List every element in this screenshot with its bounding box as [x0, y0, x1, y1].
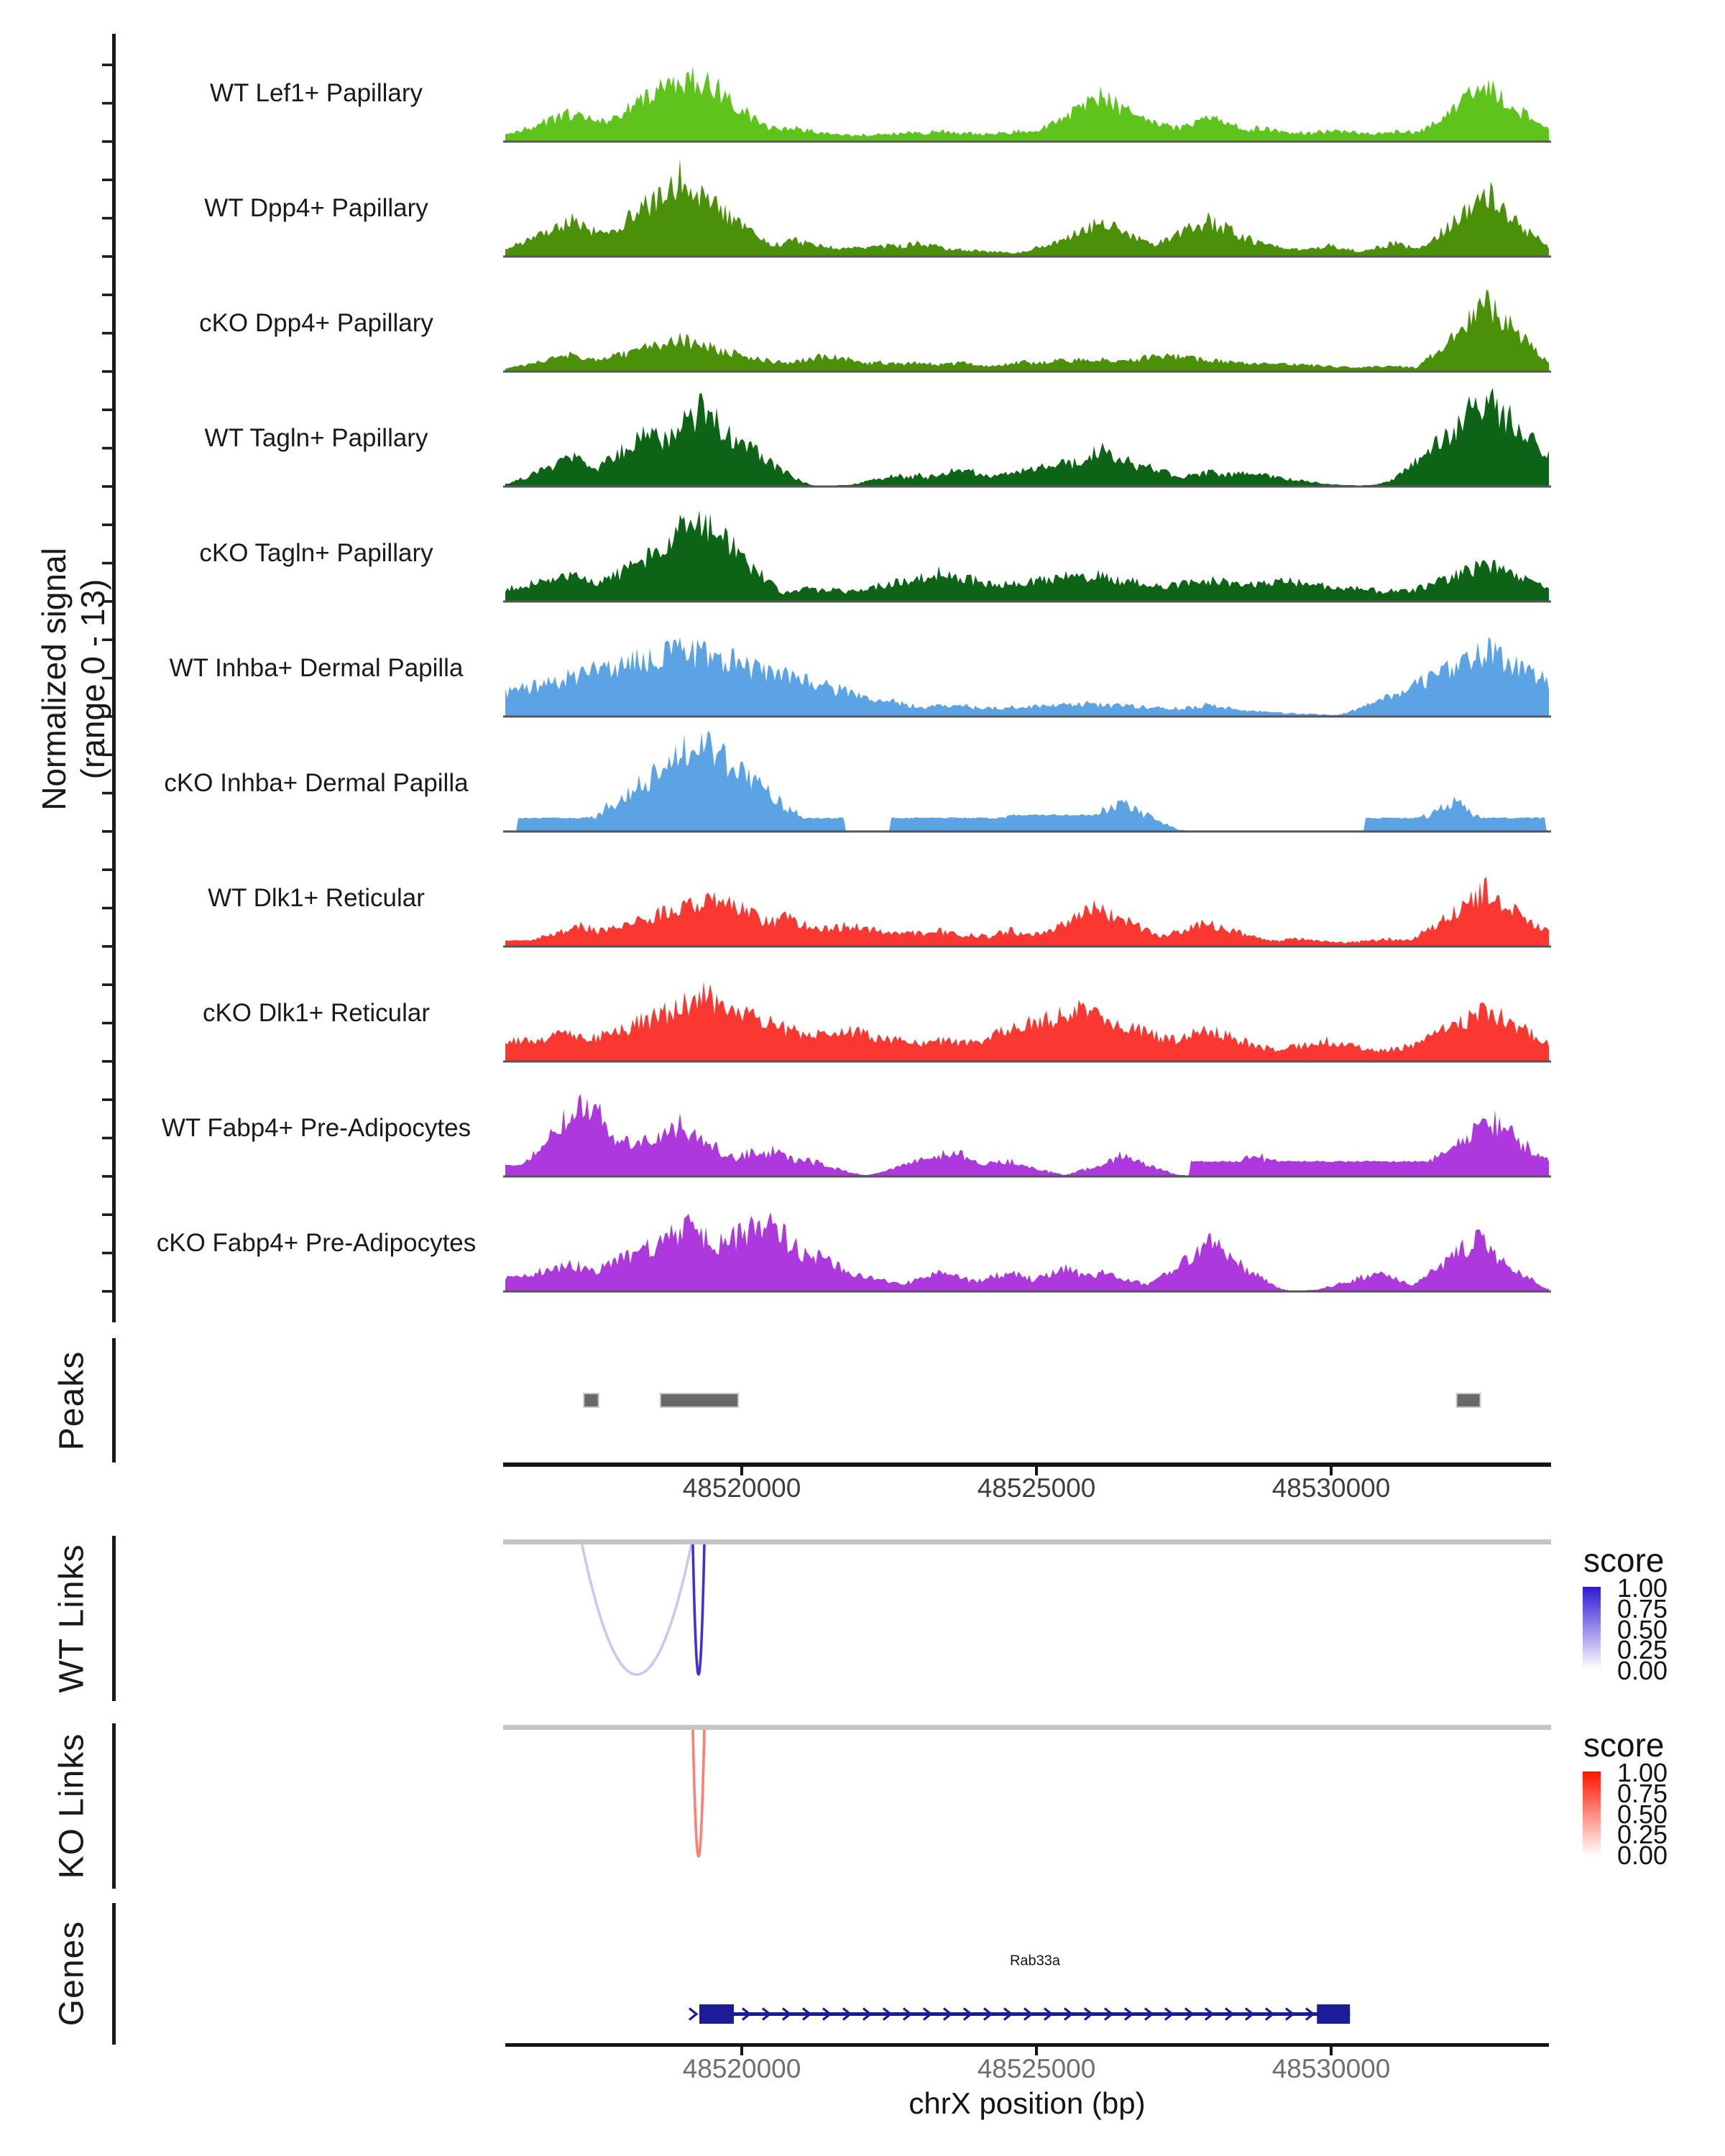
track-label-4: WT Tagln+ Papillary — [204, 424, 428, 452]
y-axis-tick — [102, 1137, 112, 1140]
y-axis-tick — [102, 1252, 112, 1255]
track-label-5: cKO Tagln+ Papillary — [199, 539, 433, 567]
y-axis-tick — [102, 447, 112, 450]
legend-tick-label: 0.50 — [1617, 1614, 1668, 1644]
wt-links-section-label: WT Links — [52, 1544, 91, 1693]
track-baseline-5 — [503, 601, 1551, 603]
y-axis-title — [34, 548, 112, 811]
ko-links-axis-line — [112, 1723, 116, 1889]
signal-area-7 — [505, 731, 1549, 831]
signal-area-5 — [505, 510, 1549, 602]
y-axis-tick — [102, 1213, 112, 1216]
signal-area-9 — [505, 981, 1549, 1061]
signal-area-11 — [505, 1212, 1549, 1292]
signal-area-1 — [505, 66, 1549, 142]
ko-score-gradient-bar — [1583, 1772, 1601, 1856]
signal-y-axis-line — [112, 34, 116, 1322]
track-label-1: WT Lef1+ Papillary — [209, 79, 423, 107]
y-axis-tick — [102, 1060, 112, 1063]
y-axis-tick — [102, 178, 112, 181]
y-axis-tick — [102, 907, 112, 910]
genes-axis-line — [112, 1903, 116, 2045]
peaks-x-tick-label: 48530000 — [1271, 1473, 1391, 1503]
track-label-10: WT Fabp4+ Pre-Adipocytes — [161, 1114, 472, 1142]
legend-tick-label: 1.00 — [1617, 1573, 1668, 1603]
signal-area-4 — [505, 388, 1549, 487]
wt-score-legend-title: score — [1583, 1542, 1665, 1579]
y-axis-tick — [102, 1022, 112, 1025]
track-baseline-9 — [503, 1061, 1551, 1063]
y-axis-tick — [102, 523, 112, 526]
track-label-9: cKO Dlk1+ Reticular — [202, 999, 431, 1027]
genes-section-label: Genes — [52, 1920, 91, 2027]
y-axis-tick — [102, 1175, 112, 1178]
peaks-x-axis-line — [503, 1462, 1551, 1467]
y-axis-tick — [102, 217, 112, 220]
peaks-section-label: Peaks — [52, 1350, 91, 1451]
y-axis-tick — [102, 1098, 112, 1101]
signal-area-10 — [505, 1094, 1549, 1176]
peak-box-2 — [661, 1393, 738, 1407]
y-axis-tick — [102, 408, 112, 411]
bottom-x-tick-label: 48525000 — [977, 2054, 1096, 2083]
y-axis-tick — [102, 102, 112, 105]
track-label-2: WT Dpp4+ Papillary — [204, 194, 428, 222]
y-axis-tick — [102, 830, 112, 833]
y-axis-title-line2: (range 0 - 13) — [74, 579, 111, 780]
y-axis-tick — [102, 945, 112, 948]
wt-links-top-line — [503, 1539, 1551, 1544]
track-label-11: cKO Fabp4+ Pre-Adipocytes — [156, 1229, 477, 1257]
peak-box-1 — [584, 1393, 599, 1407]
track-baseline-8 — [503, 946, 1551, 948]
peaks-axis-line — [112, 1338, 116, 1462]
x-axis-title: chrX position (bp) — [908, 2086, 1146, 2120]
peaks-x-tick-label: 48520000 — [682, 1473, 801, 1503]
gene-exon-box-left — [699, 2004, 734, 2024]
wt-links-arc-2 — [693, 1544, 704, 1674]
y-axis-tick — [102, 332, 112, 335]
track-baseline-11 — [503, 1291, 1551, 1293]
gene-name-label: Rab33a — [1009, 1953, 1061, 1969]
track-label-7: cKO Inhba+ Dermal Papilla — [164, 769, 469, 797]
signal-area-6 — [505, 637, 1549, 717]
legend-tick-label: 0.00 — [1617, 1656, 1668, 1685]
bottom-x-axis-line — [505, 2043, 1549, 2047]
track-baseline-6 — [503, 716, 1551, 718]
track-baseline-2 — [503, 256, 1551, 258]
ko-links-top-line — [503, 1725, 1551, 1730]
track-label-3: cKO Dpp4+ Papillary — [199, 309, 433, 337]
track-label-8: WT Dlk1+ Reticular — [208, 884, 425, 912]
y-axis-tick — [102, 983, 112, 986]
signal-area-8 — [505, 877, 1549, 946]
wt-score-gradient-bar — [1583, 1587, 1601, 1669]
y-axis-title-line1: Normalized signal — [35, 548, 73, 811]
y-axis-tick — [102, 370, 112, 373]
gene-strand-arrow — [689, 2009, 696, 2020]
signal-area-2 — [505, 159, 1549, 257]
legend-tick-label: 0.75 — [1617, 1778, 1668, 1808]
y-axis-tick — [102, 1290, 112, 1293]
track-baseline-4 — [503, 486, 1551, 488]
track-label-6: WT Inhba+ Dermal Papilla — [169, 654, 464, 682]
y-axis-tick — [102, 255, 112, 258]
ko-score-legend-title: score — [1583, 1726, 1665, 1764]
peak-box-3 — [1457, 1393, 1481, 1407]
ko-links-section-label: KO Links — [52, 1733, 91, 1879]
legend-tick-label: 0.00 — [1617, 1841, 1668, 1870]
track-baseline-1 — [503, 141, 1551, 143]
legend-tick-label: 1.00 — [1617, 1758, 1668, 1787]
legend-tick-label: 0.25 — [1617, 1635, 1668, 1665]
y-axis-tick — [102, 868, 112, 871]
track-baseline-10 — [503, 1176, 1551, 1178]
wt-links-arc-1 — [582, 1544, 691, 1674]
legend-tick-label: 0.50 — [1617, 1799, 1668, 1829]
y-axis-tick — [102, 293, 112, 296]
legend-tick-label: 0.75 — [1617, 1593, 1668, 1623]
y-axis-tick — [102, 64, 112, 67]
y-axis-tick — [102, 140, 112, 143]
bottom-x-tick-label: 48530000 — [1271, 2054, 1391, 2083]
track-baseline-7 — [503, 831, 1551, 833]
track-baseline-3 — [503, 371, 1551, 373]
wt-links-axis-line — [112, 1536, 116, 1701]
gene-exon-box-right — [1317, 2004, 1350, 2024]
signal-area-3 — [505, 290, 1549, 372]
bottom-x-tick-label: 48520000 — [682, 2054, 801, 2083]
legend-tick-label: 0.25 — [1617, 1820, 1668, 1850]
peaks-x-tick-label: 48525000 — [977, 1473, 1096, 1503]
ko-links-arc-1 — [693, 1730, 704, 1856]
y-axis-tick — [102, 485, 112, 488]
